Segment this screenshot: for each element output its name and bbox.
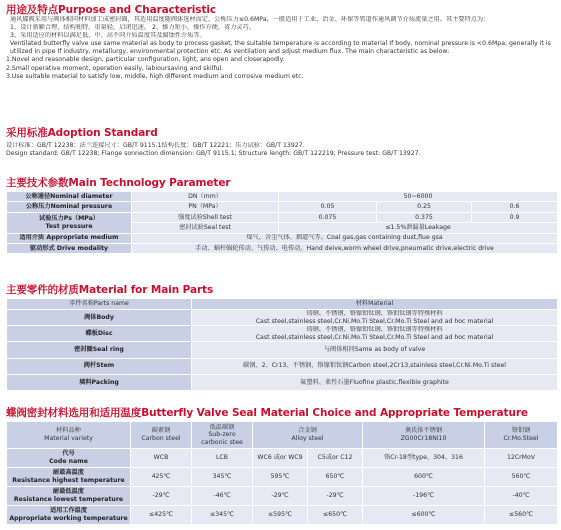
col-part-header: 零件名称Parts name bbox=[7, 299, 192, 310]
part-name: 填料Packing bbox=[7, 374, 192, 390]
cell: ≤650℃ bbox=[308, 506, 363, 525]
header-subzero bbox=[192, 422, 253, 449]
header-en: Alloy steel bbox=[291, 435, 324, 442]
cell: WC6 或or WC9 bbox=[253, 449, 308, 468]
cell: -29℃ bbox=[253, 487, 308, 506]
standard-text bbox=[6, 142, 558, 158]
drive-label: 驱动形式 Drive modality bbox=[7, 243, 132, 253]
material-cn: 铸钢、不锈钢、铬镍钼钛钢、铬钼钛钢等特殊材料 bbox=[306, 310, 443, 317]
header-en: ZG00Cr18Ni10 bbox=[400, 435, 447, 442]
table-row bbox=[7, 374, 558, 390]
pressure-value: 0.05 bbox=[279, 202, 377, 212]
header-cn: 铬钼钢 bbox=[511, 427, 531, 435]
table-row bbox=[7, 299, 558, 310]
table-row bbox=[7, 487, 558, 506]
row-label bbox=[7, 487, 131, 506]
header-cn: 材料品种 bbox=[56, 427, 81, 435]
part-name: 阀体Body bbox=[7, 310, 192, 326]
drive-value: 手动、蜗杆蜗轮传动、气传动、电传动。Hand deive,worm wheel drive,pneumatic drive,electric drive bbox=[132, 243, 558, 253]
header-en: Carbon steel bbox=[141, 435, 181, 442]
shell-test-label: 强度试验Shell test bbox=[132, 212, 279, 222]
purpose-line: 3、采用适应的材料以满足低、中、高不同介质温度其及腐蚀性介质等。 bbox=[10, 32, 206, 40]
purpose-text bbox=[6, 16, 558, 81]
part-name: 密封圈Seal ring bbox=[7, 342, 192, 358]
table-row bbox=[7, 243, 558, 253]
purpose-title: 用途及特点Purpose and Characteristic bbox=[6, 4, 217, 16]
part-name: 阀杆Stem bbox=[7, 358, 192, 374]
row-label-cn: 耐最高温度 bbox=[53, 469, 84, 477]
col-material-header: 材料Material bbox=[192, 299, 558, 310]
pressure-value: 0.6 bbox=[472, 202, 558, 212]
cell: 650℃ bbox=[308, 468, 363, 487]
cell: C5或or C12 bbox=[308, 449, 363, 468]
header-cn: 低温碳钢 bbox=[209, 423, 235, 431]
shell-test-value: 0.375 bbox=[377, 212, 472, 222]
purpose-line: 1、设计新颖合理，结构独特，重量轻，启闭迅速。 2、操力矩小，操作方便，省力灵巧。 bbox=[10, 24, 255, 32]
seal-test-value: ≤1.5%泄漏量Leakage bbox=[279, 223, 558, 233]
header-en: carbonic stee bbox=[201, 438, 243, 446]
cell: -196℃ bbox=[363, 487, 485, 506]
cell: LCB bbox=[192, 449, 253, 468]
row-label-en: Appropriate working temperature bbox=[9, 515, 128, 522]
table-row bbox=[7, 358, 558, 374]
cell: WCB bbox=[131, 449, 192, 468]
materials-title: 主要零件的材质Material for Main Parts bbox=[6, 284, 214, 296]
material-en: Cast steel,stainless steel,Cr.Ni.Mo.Ti Steel,Cr.Mo.Ti Steel and ad hoc material bbox=[255, 317, 494, 325]
header-cn: 碳素钢 bbox=[151, 427, 171, 435]
part-material: 氟塑料、柔性石墨Fluofine plastic,flexible graphite bbox=[192, 374, 558, 390]
purpose-line: 1.Novel and reasonable design, particular configuration, light, ans open and closerapodly. bbox=[6, 56, 285, 64]
header-material-variety bbox=[7, 422, 131, 449]
header-en: Material variety bbox=[44, 435, 93, 442]
cell: ≤595℃ bbox=[253, 506, 308, 525]
params-table bbox=[6, 191, 558, 254]
test-pressure-label-en: Test pressure bbox=[45, 222, 93, 230]
medium-label: 适用介质 Appropriate medium bbox=[7, 233, 132, 243]
medium-value: 煤气、含尘气体、烟道气等。Coal gas,gas containing dust,flue gsa bbox=[132, 233, 558, 243]
pressure-value: 0.25 bbox=[377, 202, 472, 212]
params-title: 主要技术参数Main Technology Parameter bbox=[6, 177, 231, 189]
table-row bbox=[7, 310, 558, 326]
cell: -46℃ bbox=[192, 487, 253, 506]
test-pressure-label bbox=[7, 212, 132, 233]
table-row bbox=[7, 422, 558, 449]
part-material bbox=[192, 310, 558, 326]
header-carbon-steel bbox=[131, 422, 192, 449]
row-label bbox=[7, 506, 131, 525]
row-label-cn: 代号 bbox=[62, 450, 75, 458]
cell: ≤600℃ bbox=[363, 506, 485, 525]
purpose-line: Ventilated butterfly valve use same material as body to process gasket, the suitable temperature is according to material If body, nominal pressure is <0.6Mpa, generally it is utilized in pipe If industry, metallurgy, environmental protection etc. As ventilation and sdjust medium flux. The main characteristic as below: bbox=[10, 40, 551, 56]
nominal-diameter-unit: DN（mm） bbox=[132, 192, 279, 202]
part-name: 蝶板Disc bbox=[7, 326, 192, 342]
header-cn: 合金钢 bbox=[298, 427, 317, 435]
part-material: 与阀体相同Same as body of valve bbox=[192, 342, 558, 358]
purpose-line: 2.Small operative moment, operation easily, labioursaving and skilful. bbox=[6, 64, 224, 72]
table-row bbox=[7, 233, 558, 243]
purpose-line: 3.Use suitable material to satisfy low, middle, high different medium and corrosive medium etc. bbox=[6, 72, 304, 80]
nominal-pressure-label: 公称压力Nominal pressure bbox=[7, 202, 132, 212]
cell: ≤345℃ bbox=[192, 506, 253, 525]
seal-table-body bbox=[6, 448, 558, 525]
nominal-diameter-label: 公称通径Nominal diameter bbox=[7, 192, 132, 202]
table-row bbox=[7, 212, 558, 222]
header-en: Sub-zero bbox=[208, 431, 236, 439]
row-label-cn: 耐最低温度 bbox=[53, 488, 84, 496]
header-austenitic bbox=[363, 422, 485, 449]
row-label-en: Resistance lowest temperature bbox=[13, 496, 124, 503]
shell-test-value: 0.075 bbox=[279, 212, 377, 222]
seal-table bbox=[6, 421, 558, 449]
table-row bbox=[7, 342, 558, 358]
cell: 425℃ bbox=[131, 468, 192, 487]
test-pressure-label-cn: 试验压力Ps（MPa） bbox=[39, 215, 99, 223]
table-row bbox=[7, 326, 558, 342]
standard-line: 设计标准：GB/T 12238；法兰连接尺寸：GB/T 9115.1结构长度：GB/T 12221；压力试验：GB/T 13927. bbox=[6, 142, 305, 149]
cell: -29℃ bbox=[308, 487, 363, 506]
header-alloy bbox=[253, 422, 363, 449]
cell: -29℃ bbox=[131, 487, 192, 506]
row-label bbox=[7, 449, 131, 468]
row-label-en: Resistance highest temperature bbox=[12, 477, 125, 484]
nominal-pressure-unit: PN（MPa） bbox=[132, 202, 279, 212]
cell: ≤425℃ bbox=[131, 506, 192, 525]
part-material bbox=[192, 326, 558, 342]
table-row bbox=[7, 192, 558, 202]
table-row bbox=[7, 468, 558, 487]
cell: 600℃ bbox=[363, 468, 485, 487]
standard-line: Design standard: GB/T 12238; Flange sonnection dimension: GB/T 9115.1; Structure length: GB/T 122219; Pressure test: GB/T 13927. bbox=[6, 150, 421, 158]
row-label bbox=[7, 468, 131, 487]
cell: 595℃ bbox=[253, 468, 308, 487]
table-row bbox=[7, 449, 558, 468]
seal-title: 蝶阀密封材料选用和适用温度Butterfly Valve Seal Material Choice and Appropriate Temperature bbox=[6, 407, 528, 419]
table-row bbox=[7, 202, 558, 212]
header-cn: 奥氏体不锈钢 bbox=[404, 427, 443, 435]
cell: 345℃ bbox=[192, 468, 253, 487]
shell-test-value: 0.9 bbox=[472, 212, 558, 222]
material-cn: 铸钢、不锈钢、铬镍钼钛钢、铬钼钛钢等特殊材料 bbox=[306, 326, 443, 334]
part-material: 碳钢、2、Cr13、不锈钢、铬镍钼钛钢Carbon steel,2Cr13,stainless steel,Cr.Ni.Mo.Ti steel bbox=[192, 358, 558, 374]
purpose-line: 通风碟阀采用与阀体相同材料加工成密封圈，其适用温度随阀体选材而定，公称压力≤0.6MPa，一般适用于工业、冶金、环保等管道作通风调节介质流量之用。其主要特点为： bbox=[10, 16, 490, 23]
material-en: Cast steel,stainless steel,Cr.Ni.Mo.Ti Steel,Cr.Mo.Ti Steel and ad hoc material bbox=[255, 333, 494, 341]
header-crmo bbox=[485, 422, 558, 449]
cell: 铬Cr-18型type、304、316 bbox=[363, 449, 485, 468]
cell: -40℃ bbox=[485, 487, 558, 506]
table-row bbox=[7, 506, 558, 525]
materials-table bbox=[6, 298, 558, 391]
cell: ≤560℃ bbox=[485, 506, 558, 525]
cell: 12CrMoV bbox=[485, 449, 558, 468]
cell: 560℃ bbox=[485, 468, 558, 487]
row-label-cn: 适用工作温度 bbox=[49, 507, 88, 515]
standard-title: 采用标准Adoption Standard bbox=[6, 127, 158, 139]
header-en: Cr.Mo.Steel bbox=[503, 435, 539, 442]
nominal-diameter-range: 50~6000 bbox=[279, 192, 558, 202]
seal-test-label: 密封试验Seal test bbox=[132, 223, 279, 233]
row-label-en: Code name bbox=[49, 458, 88, 465]
